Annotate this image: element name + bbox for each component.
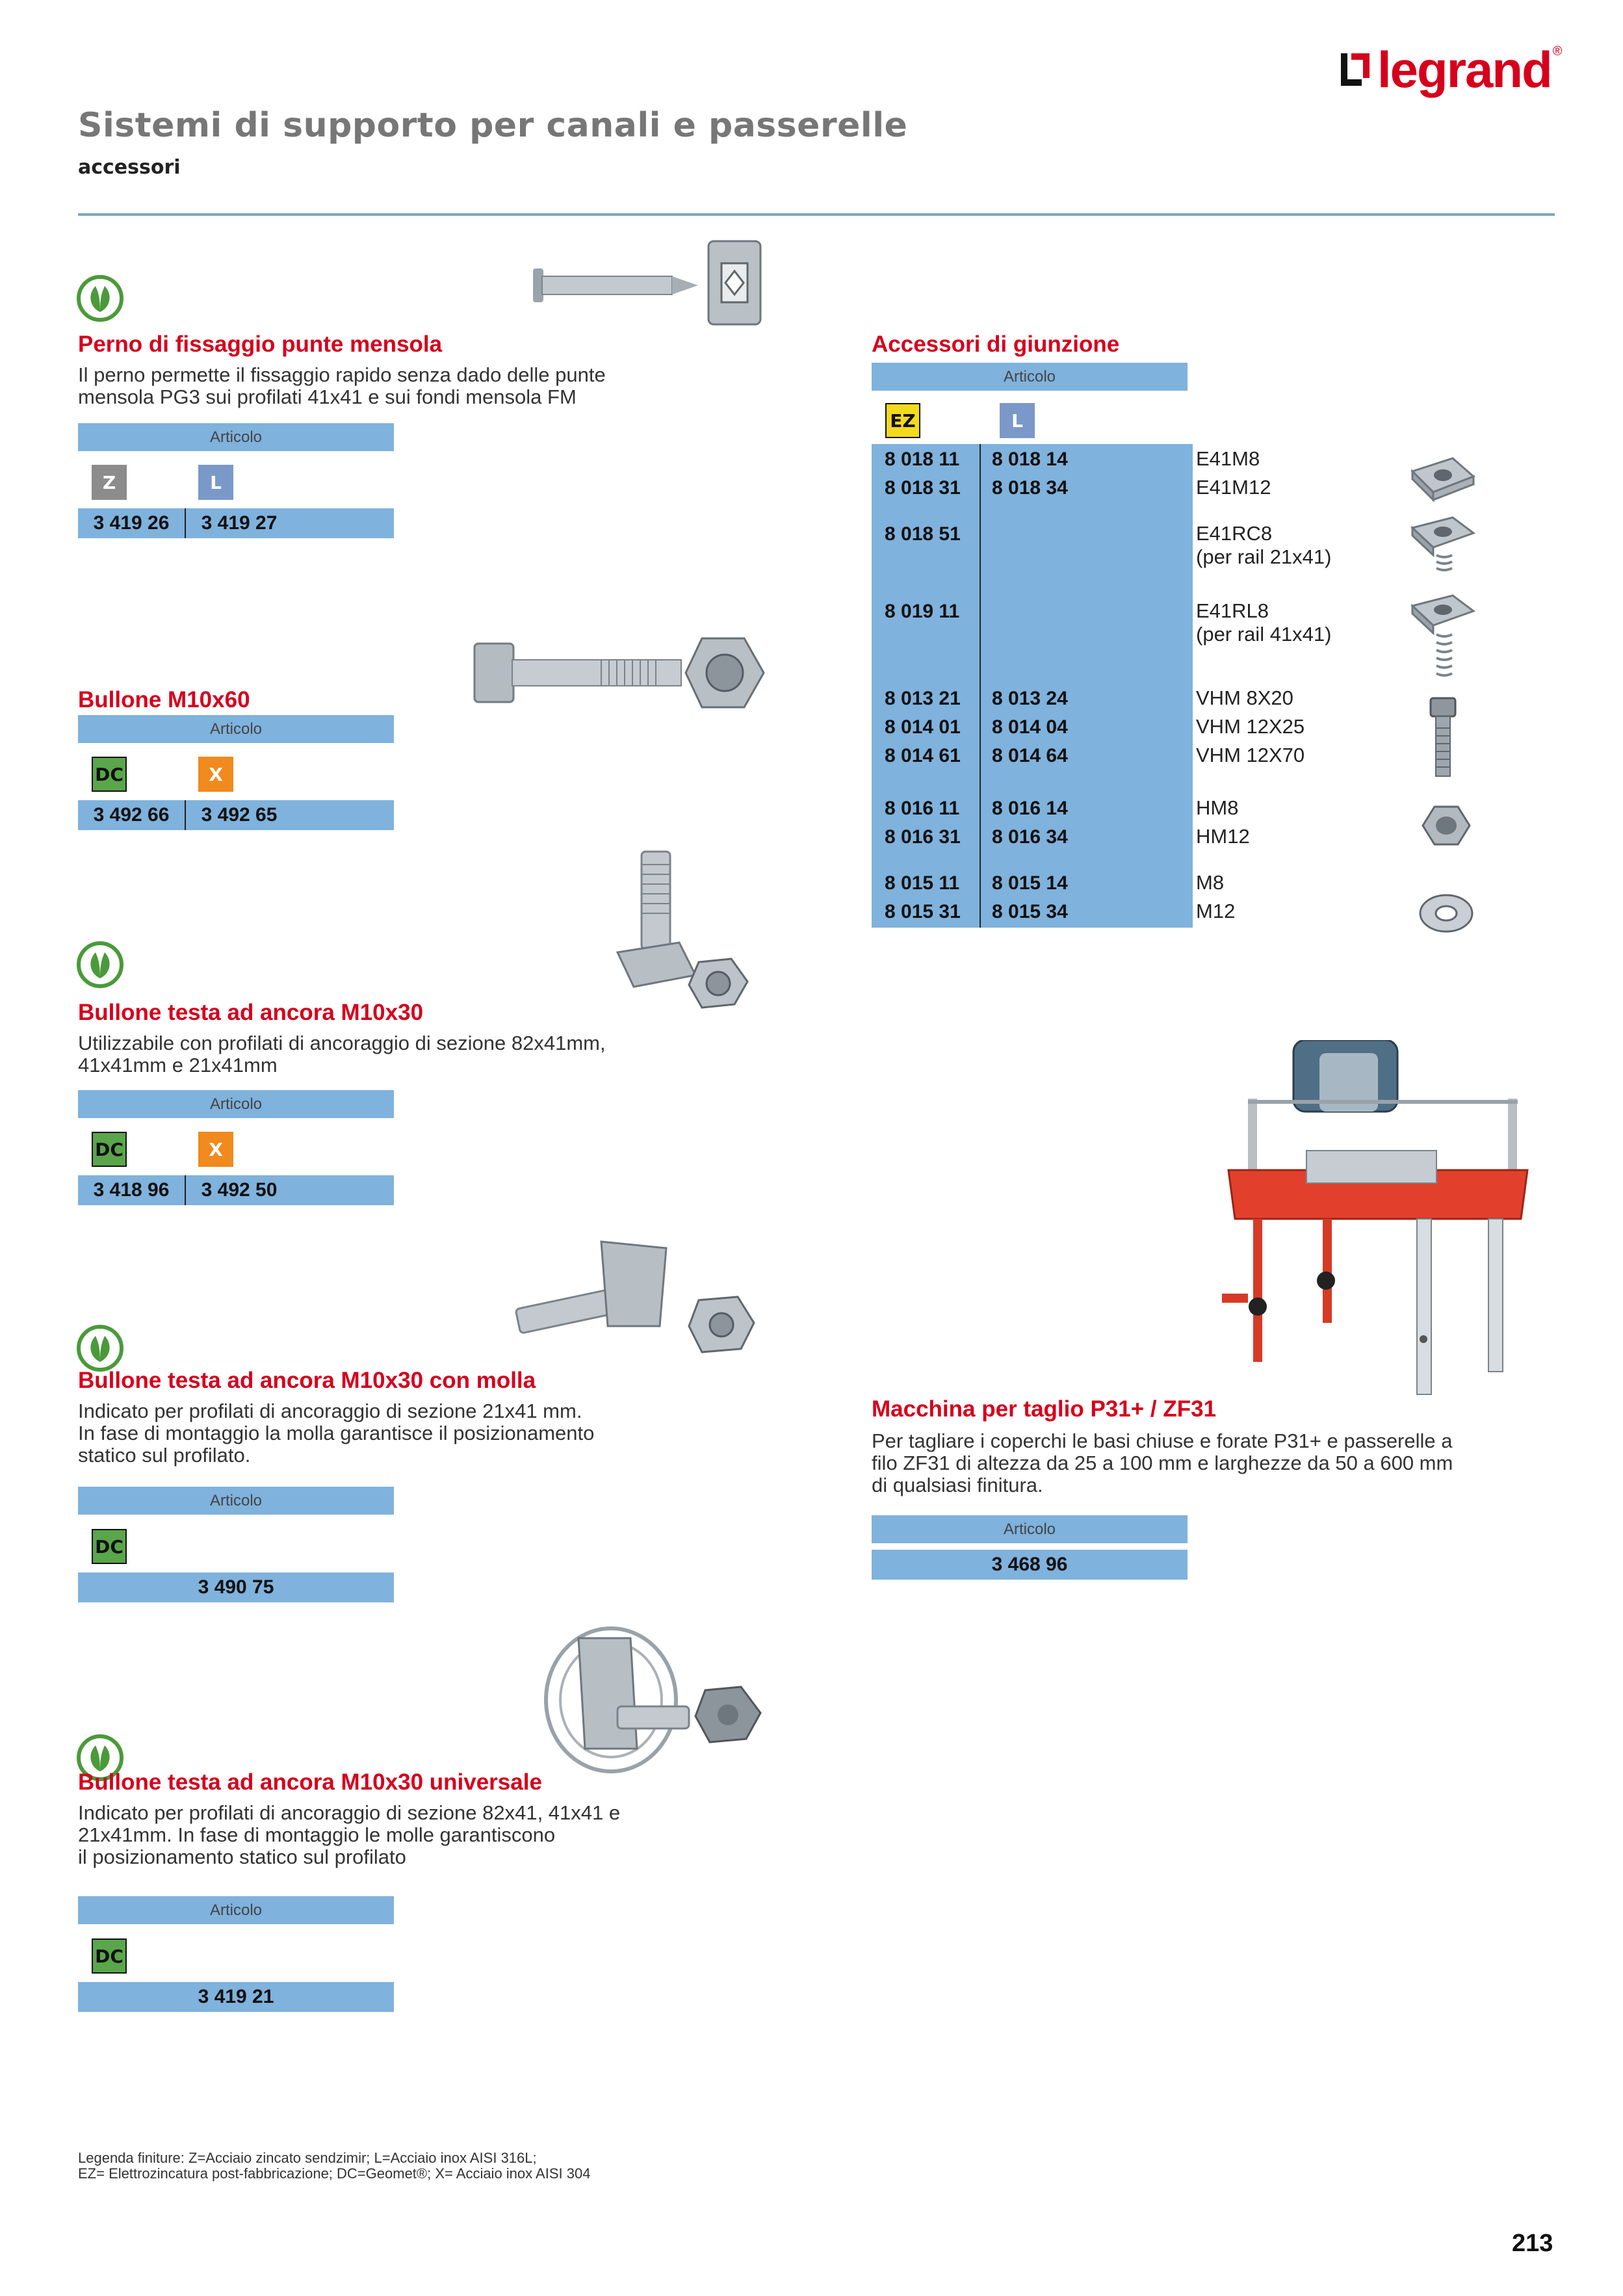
description-line: Per tagliare i coperchi le basi chiuse e forate P31+ e passerelle a xyxy=(872,1429,1453,1452)
description-line: Indicato per profilati di ancoraggio di sezione 82x41, 41x41 e xyxy=(78,1801,621,1824)
l-code: 8 016 14 xyxy=(992,798,1068,819)
finish-badge-x: X xyxy=(198,757,233,792)
articolo-header: Articolo xyxy=(78,1487,394,1515)
ez-code: 8 018 11 xyxy=(885,449,960,470)
article-code: 3 492 50 xyxy=(185,1175,292,1205)
eco-leaf-icon xyxy=(76,1324,124,1372)
product-title: Bullone testa ad ancora M10x30 universale xyxy=(78,1769,542,1795)
ez-code: 8 015 11 xyxy=(885,872,960,894)
accessory-label: VHM 12X70 xyxy=(1196,744,1305,766)
channel-nut-image xyxy=(1407,452,1479,504)
product-description xyxy=(78,1400,594,1467)
articolo-header: Articolo xyxy=(78,1090,394,1118)
description-line: Indicato per profilati di ancoraggio di sezione 21x41 mm. xyxy=(78,1400,582,1422)
machine-description xyxy=(872,1430,1453,1496)
finish-badge-dc: DC xyxy=(92,1938,127,1974)
bolt-m10x60-image xyxy=(471,631,770,715)
l-code: 8 013 24 xyxy=(992,688,1068,709)
cutting-machine-image xyxy=(1222,1040,1553,1417)
ez-code: 8 019 11 xyxy=(885,601,960,622)
accessory-label: M12 xyxy=(1196,900,1236,922)
ez-code: 8 016 11 xyxy=(885,798,960,819)
accessory-label-line: E41RC8 xyxy=(1196,522,1273,545)
page-title: Sistemi di supporto per canali e passerelle xyxy=(78,106,908,145)
articolo-header: Articolo xyxy=(78,1896,394,1924)
accessory-label: M8 xyxy=(1196,871,1225,894)
article-code: 3 419 27 xyxy=(185,508,292,538)
accessory-label-line: (per rail 21x41) xyxy=(1196,545,1332,568)
anchor-bolt-universal-image xyxy=(539,1619,767,1781)
finish-badge-l: L xyxy=(198,465,233,500)
description-line: 41x41mm e 21x41mm xyxy=(78,1054,278,1076)
finish-badge-z: Z xyxy=(92,465,127,500)
article-code: 3 418 96 xyxy=(93,1179,170,1201)
article-code-row xyxy=(78,1982,394,2012)
accessory-label: E41M12 xyxy=(1196,476,1271,499)
accessory-label-line: (per rail 41x41) xyxy=(1196,623,1332,646)
description-line: Il perno permette il fissaggio rapido senza dado delle punte xyxy=(78,363,606,386)
page-number: 213 xyxy=(1512,2230,1553,2257)
article-code-row xyxy=(78,800,394,830)
product-description xyxy=(78,1032,606,1076)
product-description xyxy=(78,1802,620,1868)
eco-leaf-icon xyxy=(76,941,124,989)
accessories-code-table xyxy=(872,444,1193,928)
product-title: Bullone testa ad ancora M10x30 con molla xyxy=(78,1368,536,1393)
legend-line: EZ= Elettrozincatura post-fabbricazione; DC=Geomet®; X= Acciaio inox AISI 304 xyxy=(78,2165,591,2182)
accessory-label: E41M8 xyxy=(1196,447,1260,470)
legrand-mark-icon xyxy=(1341,51,1371,88)
product-title: Perno di fissaggio punte mensola xyxy=(78,332,443,357)
article-code-row xyxy=(872,1550,1188,1580)
description-line: mensola PG3 sui profilati 41x41 e sui fondi mensola FM xyxy=(78,385,577,408)
article-code: 3 468 96 xyxy=(991,1554,1068,1575)
articolo-header: Articolo xyxy=(78,715,394,743)
fixing-pin-image xyxy=(526,237,773,328)
description-line: In fase di montaggio la molla garantisce il posizionamento xyxy=(78,1422,595,1444)
header-rule xyxy=(78,213,1555,216)
eco-leaf-icon xyxy=(76,274,124,322)
l-code: 8 018 34 xyxy=(992,477,1068,499)
anchor-bolt-image xyxy=(608,845,757,1014)
description-line: statico sul profilato. xyxy=(78,1444,251,1467)
articolo-header: Articolo xyxy=(872,363,1188,391)
accessory-label: VHM 8X20 xyxy=(1196,686,1293,709)
channel-nut-long-spring-image xyxy=(1407,592,1479,689)
ez-code: 8 013 21 xyxy=(885,688,961,709)
accessory-label: HM12 xyxy=(1196,825,1250,848)
l-code: 8 015 34 xyxy=(992,901,1068,922)
legend-line: Legenda finiture: Z=Acciaio zincato sendzimir; L=Acciaio inox AISI 316L; xyxy=(78,2150,537,2166)
article-code: 3 419 26 xyxy=(93,512,170,534)
article-code-row xyxy=(78,1572,394,1602)
brand-reg: ® xyxy=(1552,44,1563,59)
hex-bolt-image xyxy=(1427,696,1459,780)
accessory-label xyxy=(1196,522,1331,569)
articolo-header: Articolo xyxy=(872,1515,1188,1543)
article-code: 3 490 75 xyxy=(198,1576,274,1598)
l-code: 8 014 64 xyxy=(992,745,1068,766)
hex-nut-image xyxy=(1420,803,1472,848)
accessory-label: VHM 12X25 xyxy=(1196,715,1305,738)
page-subtitle: accessori xyxy=(78,156,181,179)
description-line: Utilizzabile con profilati di ancoraggio di sezione 82x41mm, xyxy=(78,1032,606,1054)
description-line: 21x41mm. In fase di montaggio le molle garantiscono xyxy=(78,1823,556,1846)
finish-badge-x: X xyxy=(198,1132,233,1167)
l-code: 8 018 14 xyxy=(992,449,1068,470)
accessories-title: Accessori di giunzione xyxy=(872,332,1120,357)
accessory-label-line: E41RL8 xyxy=(1196,599,1269,622)
ez-code: 8 015 31 xyxy=(885,901,961,922)
ez-code: 8 018 31 xyxy=(885,477,961,499)
table-separator xyxy=(980,444,981,928)
accessory-label: HM8 xyxy=(1196,796,1239,819)
anchor-bolt-spring-image xyxy=(504,1229,764,1365)
finish-badge-dc: DC xyxy=(92,1529,127,1564)
accessory-label xyxy=(1196,599,1331,646)
ez-code: 8 018 51 xyxy=(885,523,961,545)
product-title: Bullone testa ad ancora M10x30 xyxy=(78,1000,424,1025)
description-line: filo ZF31 di altezza da 25 a 100 mm e larghezze da 50 a 600 mm xyxy=(872,1452,1453,1474)
channel-nut-short-spring-image xyxy=(1407,514,1479,579)
finish-badge-dc: DC xyxy=(92,1132,127,1167)
article-code: 3 492 65 xyxy=(185,800,292,830)
l-code: 8 015 14 xyxy=(992,872,1068,894)
article-code-row xyxy=(78,508,394,538)
ez-code: 8 014 61 xyxy=(885,745,961,766)
article-code-row xyxy=(78,1175,394,1205)
finish-legend xyxy=(78,2150,590,2182)
article-code: 3 492 66 xyxy=(93,804,170,826)
product-description xyxy=(78,364,606,408)
articolo-header: Articolo xyxy=(78,423,394,451)
brand-name: legrand xyxy=(1377,41,1552,98)
finish-badge-l: L xyxy=(1000,403,1035,438)
ez-code: 8 016 31 xyxy=(885,826,961,848)
ez-code: 8 014 01 xyxy=(885,716,961,738)
article-code: 3 419 21 xyxy=(198,1986,274,2007)
finish-badge-dc: DC xyxy=(92,757,127,792)
product-title: Bullone M10x60 xyxy=(78,687,250,712)
finish-badge-ez: EZ xyxy=(885,403,920,438)
machine-title: Macchina per taglio P31+ / ZF31 xyxy=(872,1396,1217,1422)
description-line: di qualsiasi finitura. xyxy=(872,1474,1043,1496)
washer-image xyxy=(1417,891,1475,936)
legrand-logo xyxy=(1341,41,1563,98)
l-code: 8 016 34 xyxy=(992,826,1068,848)
l-code: 8 014 04 xyxy=(992,716,1068,738)
description-line: il posizionamento statico sul profilato xyxy=(78,1846,406,1868)
